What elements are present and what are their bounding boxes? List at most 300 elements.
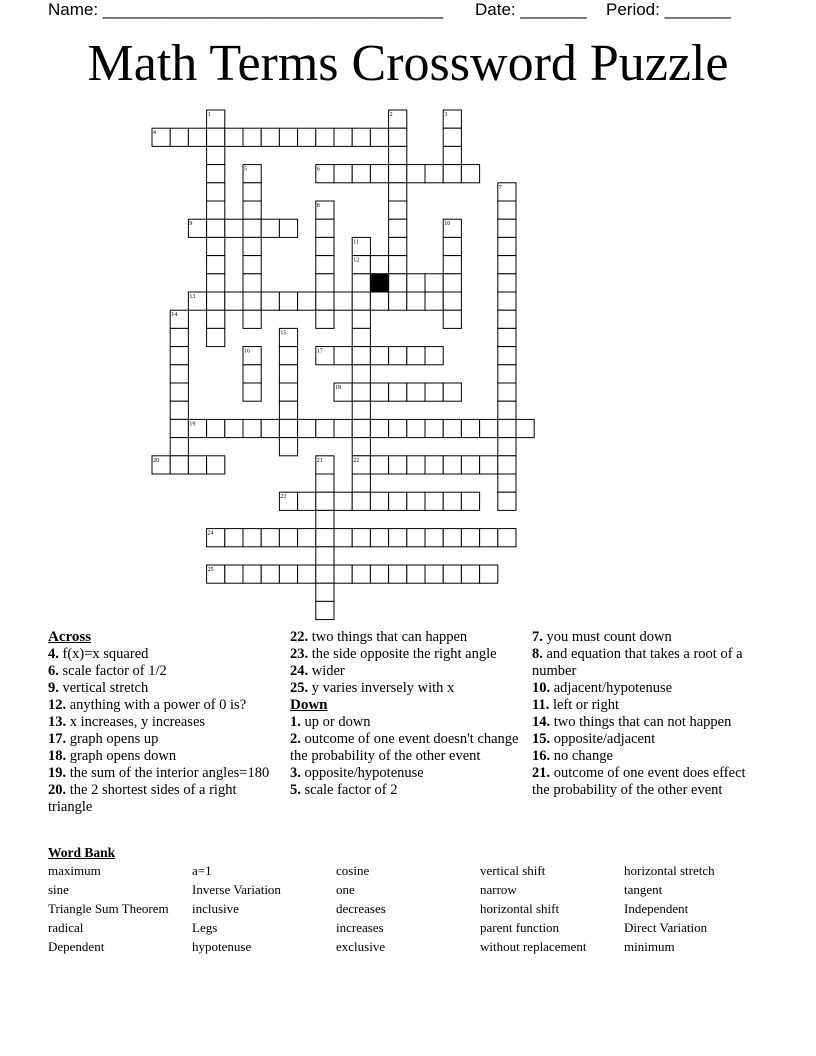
crossword-cell[interactable] [352, 328, 370, 346]
crossword-cell[interactable] [207, 256, 225, 274]
crossword-cell[interactable] [352, 292, 370, 310]
crossword-cell[interactable] [243, 201, 261, 219]
crossword-cell[interactable] [316, 565, 334, 583]
crossword-cell[interactable] [316, 547, 334, 565]
clue-number: 7 [498, 184, 502, 191]
crossword-cell[interactable] [316, 529, 334, 547]
crossword-cell[interactable] [425, 419, 443, 437]
across-heading: Across [48, 629, 92, 645]
word-bank-item: parent function [480, 920, 560, 935]
crossword-cell[interactable] [316, 456, 334, 474]
crossword-cell[interactable] [352, 128, 370, 146]
crossword-cell[interactable] [443, 237, 461, 255]
crossword-cell[interactable] [407, 456, 425, 474]
crossword-cell[interactable] [370, 419, 388, 437]
clue-number-label: 8. [532, 646, 543, 662]
crossword-cell[interactable] [352, 347, 370, 365]
crossword-cell[interactable] [207, 165, 225, 183]
crossword-cell[interactable] [443, 146, 461, 164]
crossword-cell[interactable] [425, 492, 443, 510]
clue-text: you must count down [542, 629, 672, 645]
crossword-cell[interactable] [170, 438, 188, 456]
crossword-cell[interactable] [334, 529, 352, 547]
crossword-cell[interactable] [334, 165, 352, 183]
across-clue [290, 629, 522, 646]
crossword-cell[interactable] [498, 274, 516, 292]
crossword-cell[interactable] [352, 274, 370, 292]
crossword-cell[interactable] [389, 292, 407, 310]
down-clue [532, 680, 764, 697]
crossword-cell[interactable] [207, 419, 225, 437]
word-bank-item: Dependent [48, 939, 105, 954]
crossword-cell[interactable] [370, 492, 388, 510]
crossword-cell[interactable] [243, 310, 261, 328]
word-bank-item: increases [336, 920, 384, 935]
crossword-cell[interactable] [261, 128, 279, 146]
crossword-cell[interactable] [461, 492, 479, 510]
crossword-cell[interactable] [279, 365, 297, 383]
crossword-cell[interactable] [170, 310, 188, 328]
across-clue [48, 697, 280, 714]
crossword-cell[interactable] [243, 237, 261, 255]
crossword-cell[interactable] [389, 256, 407, 274]
crossword-cell[interactable] [407, 383, 425, 401]
crossword-cell[interactable] [334, 419, 352, 437]
crossword-cell[interactable] [261, 219, 279, 237]
crossword-cell[interactable] [188, 419, 206, 437]
crossword-cell[interactable] [261, 292, 279, 310]
crossword-cell[interactable] [425, 456, 443, 474]
crossword-cell[interactable] [170, 365, 188, 383]
crossword-cell[interactable] [443, 292, 461, 310]
clue-number-label: 3. [290, 765, 301, 781]
clue-number: 8 [316, 203, 320, 209]
crossword-cell[interactable] [316, 510, 334, 528]
crossword-cell[interactable] [389, 237, 407, 255]
crossword-cell[interactable] [370, 456, 388, 474]
crossword-cell[interactable] [498, 401, 516, 419]
crossword-cell[interactable] [498, 328, 516, 346]
word-bank-item: radical [48, 920, 84, 935]
crossword-cell[interactable] [316, 274, 334, 292]
down-clue [532, 629, 764, 646]
crossword-cell[interactable] [370, 347, 388, 365]
clue-number: 23 [280, 494, 287, 501]
word-bank-item: a=1 [192, 863, 212, 878]
crossword-cell[interactable] [352, 529, 370, 547]
crossword-cell[interactable] [207, 456, 225, 474]
crossword-cell[interactable] [352, 237, 370, 255]
crossword-cell[interactable] [370, 256, 388, 274]
crossword-cell[interactable] [443, 383, 461, 401]
clue-number-label: 2. [290, 731, 301, 747]
crossword-cell[interactable] [298, 292, 316, 310]
crossword-cell[interactable] [316, 219, 334, 237]
crossword-cell[interactable] [170, 347, 188, 365]
crossword-cell[interactable] [170, 383, 188, 401]
crossword-cell[interactable] [316, 492, 334, 510]
clue-text: the 2 shortest sides of a right triangle [48, 782, 237, 815]
crossword-cell[interactable] [352, 365, 370, 383]
across-clue [48, 731, 280, 748]
crossword-cell[interactable] [498, 383, 516, 401]
word-bank-item: horizontal stretch [624, 863, 715, 878]
word-bank-item: sine [48, 882, 69, 897]
crossword-cell[interactable] [279, 438, 297, 456]
word-bank-item: decreases [336, 901, 386, 916]
crossword-cell[interactable] [352, 383, 370, 401]
crossword-cell[interactable] [425, 292, 443, 310]
crossword-cell[interactable] [152, 456, 170, 474]
crossword-cell[interactable] [316, 310, 334, 328]
crossword-cell[interactable] [279, 401, 297, 419]
clue-number-label: 21. [532, 765, 551, 781]
crossword-cell[interactable] [316, 583, 334, 601]
crossword-cell[interactable] [352, 419, 370, 437]
crossword-cell[interactable] [389, 219, 407, 237]
crossword-cell[interactable] [407, 347, 425, 365]
crossword-cell[interactable] [352, 492, 370, 510]
crossword-cell[interactable] [298, 128, 316, 146]
crossword-cell[interactable] [316, 128, 334, 146]
clue-number-label: 13. [48, 714, 67, 730]
crossword-cell[interactable] [225, 128, 243, 146]
crossword-cell[interactable] [279, 419, 297, 437]
down-clue [532, 714, 764, 731]
crossword-cell[interactable] [352, 565, 370, 583]
crossword-cell[interactable] [243, 292, 261, 310]
crossword-cell[interactable] [461, 456, 479, 474]
crossword-cell[interactable] [352, 310, 370, 328]
crossword-cell[interactable] [407, 292, 425, 310]
crossword-cell[interactable] [207, 529, 225, 547]
crossword-cell[interactable] [279, 383, 297, 401]
crossword-cell[interactable] [443, 565, 461, 583]
word-bank-item: cosine [336, 863, 370, 878]
crossword-cell[interactable] [243, 128, 261, 146]
clue-text: graph opens down [66, 748, 177, 764]
down-clue [532, 731, 764, 748]
crossword-cell[interactable] [170, 128, 188, 146]
crossword-cell[interactable] [152, 128, 170, 146]
crossword-cell[interactable] [498, 256, 516, 274]
down-clue [532, 748, 764, 765]
word-bank-item: inclusive [192, 901, 239, 916]
crossword-cell[interactable] [389, 201, 407, 219]
crossword-cell[interactable] [334, 128, 352, 146]
crossword-cell[interactable] [443, 456, 461, 474]
clue-number-label: 23. [290, 646, 309, 662]
crossword-cell[interactable] [334, 292, 352, 310]
clue-number-label: 7. [532, 629, 543, 645]
crossword-cell[interactable] [316, 474, 334, 492]
crossword-cell[interactable] [443, 419, 461, 437]
crossword-cell[interactable] [225, 529, 243, 547]
crossword-cell[interactable] [170, 419, 188, 437]
crossword-cell[interactable] [443, 165, 461, 183]
crossword-cell[interactable] [443, 310, 461, 328]
clue-text: adjacent/hypotenuse [550, 680, 673, 696]
crossword-cell[interactable] [425, 383, 443, 401]
crossword-cell[interactable] [443, 274, 461, 292]
crossword-cell[interactable] [207, 274, 225, 292]
crossword-cell[interactable] [316, 347, 334, 365]
across-clue [48, 680, 280, 697]
word-bank-item: Inverse Variation [192, 882, 281, 897]
crossword-cell[interactable] [243, 256, 261, 274]
crossword-cell[interactable] [243, 383, 261, 401]
crossword-cell[interactable] [316, 237, 334, 255]
crossword-cell[interactable] [279, 347, 297, 365]
clue-number: 25 [207, 567, 214, 573]
clue-text: the sum of the interior angles=180 [66, 765, 270, 781]
crossword-cell[interactable] [389, 347, 407, 365]
crossword-cell[interactable] [207, 292, 225, 310]
crossword-cell[interactable] [498, 529, 516, 547]
crossword-cell[interactable] [425, 565, 443, 583]
crossword-cell[interactable] [498, 310, 516, 328]
across-clue [290, 663, 522, 680]
crossword-cell[interactable] [498, 292, 516, 310]
crossword-cell[interactable] [298, 529, 316, 547]
crossword-cell[interactable] [243, 529, 261, 547]
crossword-cell[interactable] [207, 237, 225, 255]
crossword-cell[interactable] [261, 565, 279, 583]
crossword-cell[interactable] [298, 492, 316, 510]
crossword-cell[interactable] [207, 110, 225, 128]
crossword-cell[interactable] [352, 456, 370, 474]
crossword-cell[interactable] [407, 492, 425, 510]
clue-number: 21 [316, 457, 323, 464]
crossword-cell[interactable] [170, 328, 188, 346]
crossword-cell[interactable] [498, 365, 516, 383]
crossword-cell[interactable] [261, 419, 279, 437]
crossword-cell[interactable] [188, 219, 206, 237]
down-heading: Down [290, 697, 328, 713]
word-bank-item: one [336, 882, 355, 897]
crossword-cell[interactable] [225, 419, 243, 437]
across-clue [48, 663, 280, 680]
crossword-cell[interactable] [279, 492, 297, 510]
crossword-cell[interactable] [279, 328, 297, 346]
crossword-cell[interactable] [389, 110, 407, 128]
crossword-cell[interactable] [443, 492, 461, 510]
crossword-cell[interactable] [279, 529, 297, 547]
crossword-cell[interactable] [389, 492, 407, 510]
clue-number-label: 25. [290, 680, 309, 696]
crossword-cell[interactable] [261, 529, 279, 547]
crossword-cell[interactable] [389, 274, 407, 292]
crossword-cell[interactable] [443, 219, 461, 237]
crossword-cell[interactable] [480, 565, 498, 583]
crossword-cell[interactable] [443, 128, 461, 146]
crossword-cell[interactable] [370, 165, 388, 183]
word-bank-title: Word Bank [48, 845, 116, 860]
crossword-cell[interactable] [316, 165, 334, 183]
crossword-cell[interactable] [498, 347, 516, 365]
crossword-cell[interactable] [407, 165, 425, 183]
crossword-cell[interactable] [207, 183, 225, 201]
crossword-cell[interactable] [298, 419, 316, 437]
crossword-cell[interactable] [352, 401, 370, 419]
crossword-cell[interactable] [480, 456, 498, 474]
crossword-cell[interactable] [389, 146, 407, 164]
crossword-cell[interactable] [170, 401, 188, 419]
crossword-cell[interactable] [316, 292, 334, 310]
clue-number-label: 12. [48, 697, 67, 713]
clue-text: left or right [549, 697, 619, 713]
clue-number: 17 [316, 348, 323, 355]
crossword-cell[interactable] [188, 128, 206, 146]
down-clue [290, 731, 522, 765]
crossword-cell[interactable] [443, 529, 461, 547]
crossword-cell[interactable] [243, 419, 261, 437]
crossword-cell[interactable] [389, 165, 407, 183]
crossword-cell[interactable] [498, 474, 516, 492]
crossword-cell[interactable] [352, 165, 370, 183]
clue-number: 13 [189, 294, 196, 300]
word-bank-item: minimum [624, 939, 675, 954]
crossword-cell[interactable] [407, 419, 425, 437]
crossword-cell[interactable] [461, 529, 479, 547]
crossword-cell[interactable] [407, 274, 425, 292]
crossword-cell[interactable] [389, 183, 407, 201]
crossword-cell[interactable] [225, 565, 243, 583]
word-bank-item: horizontal shift [480, 901, 560, 916]
crossword-cell[interactable] [298, 565, 316, 583]
crossword-cell[interactable] [334, 347, 352, 365]
crossword-cell[interactable] [389, 529, 407, 547]
crossword-cell[interactable] [225, 292, 243, 310]
crossword-cell[interactable] [352, 438, 370, 456]
clue-number: 5 [244, 166, 247, 173]
crossword-cell[interactable] [207, 219, 225, 237]
crossword-cell[interactable] [243, 183, 261, 201]
clue-text: opposite/adjacent [550, 731, 656, 747]
crossword-cell[interactable] [461, 165, 479, 183]
crossword-cell[interactable] [243, 565, 261, 583]
clue-number: 12 [353, 257, 360, 264]
crossword-cell[interactable] [370, 292, 388, 310]
crossword-cell[interactable] [389, 565, 407, 583]
crossword-cell[interactable] [207, 146, 225, 164]
crossword-cell[interactable] [243, 365, 261, 383]
clue-number-label: 18. [48, 748, 67, 764]
crossword-cell[interactable] [243, 165, 261, 183]
crossword-cell[interactable] [316, 201, 334, 219]
crossword-cell[interactable] [207, 201, 225, 219]
crossword-cell[interactable] [334, 565, 352, 583]
crossword-cell[interactable] [498, 492, 516, 510]
crossword-cell[interactable] [316, 419, 334, 437]
crossword-cell[interactable] [334, 492, 352, 510]
crossword-cell[interactable] [279, 565, 297, 583]
crossword-cell[interactable] [243, 219, 261, 237]
word-bank-item: Legs [192, 920, 218, 935]
crossword-cell[interactable] [370, 565, 388, 583]
crossword-cell[interactable] [480, 419, 498, 437]
crossword-cell[interactable] [207, 128, 225, 146]
crossword-cell[interactable] [188, 456, 206, 474]
crossword-cell[interactable] [498, 438, 516, 456]
crossword-cell[interactable] [425, 347, 443, 365]
crossword-cell[interactable] [316, 601, 334, 619]
crossword-cell[interactable] [352, 256, 370, 274]
crossword-cell[interactable] [243, 274, 261, 292]
crossword-cell[interactable] [461, 565, 479, 583]
crossword-cell[interactable] [207, 310, 225, 328]
clue-text: two things that can not happen [550, 714, 732, 730]
clue-number-label: 20. [48, 782, 67, 798]
clue-number-label: 4. [48, 646, 59, 662]
crossword-cell[interactable] [425, 529, 443, 547]
clue-number-label: 9. [48, 680, 59, 696]
crossword-cell[interactable] [443, 110, 461, 128]
crossword-cell[interactable] [389, 383, 407, 401]
crossword-cell[interactable] [389, 456, 407, 474]
crossword-cell[interactable] [188, 292, 206, 310]
clue-text: and equation that takes a root of a number [532, 646, 743, 679]
crossword-cell[interactable] [498, 419, 516, 437]
clue-number-label: 14. [532, 714, 551, 730]
clue-number-label: 16. [532, 748, 551, 764]
crossword-cell[interactable] [461, 419, 479, 437]
crossword-cell[interactable] [243, 347, 261, 365]
word-bank-item: Triangle Sum Theorem [48, 901, 169, 916]
crossword-cell[interactable] [425, 274, 443, 292]
clues-column-1 [48, 629, 280, 816]
down-clue [290, 782, 522, 799]
clue-number: 1 [207, 112, 211, 118]
clue-number: 10 [444, 221, 451, 228]
clue-number: 24 [207, 530, 214, 537]
clues-column-3 [532, 629, 764, 799]
crossword-cell[interactable] [279, 292, 297, 310]
crossword-cell[interactable] [443, 256, 461, 274]
crossword-cell[interactable] [207, 328, 225, 346]
crossword-cell[interactable] [498, 183, 516, 201]
crossword-cell[interactable] [370, 383, 388, 401]
word-bank-item: without replacement [480, 939, 587, 954]
crossword-cell[interactable] [279, 219, 297, 237]
crossword-cell[interactable] [170, 456, 188, 474]
crossword-cell[interactable] [498, 237, 516, 255]
crossword-cell[interactable] [225, 219, 243, 237]
crossword-cell[interactable] [425, 165, 443, 183]
crossword-cell[interactable] [352, 474, 370, 492]
word-bank-item: narrow [480, 882, 517, 897]
crossword-cell[interactable] [279, 128, 297, 146]
crossword-cell[interactable] [498, 219, 516, 237]
crossword-cell[interactable] [334, 383, 352, 401]
crossword-cell[interactable] [516, 419, 534, 437]
crossword-cell[interactable] [480, 529, 498, 547]
clue-number: 11 [353, 239, 359, 246]
crossword-cell[interactable] [370, 529, 388, 547]
crossword-cell[interactable] [316, 256, 334, 274]
crossword-cell[interactable] [498, 456, 516, 474]
crossword-cell[interactable] [389, 419, 407, 437]
across-clue [48, 765, 280, 782]
name-label: Name: ____________________________________ [48, 0, 444, 19]
crossword-cell[interactable] [407, 565, 425, 583]
crossword-cell[interactable] [370, 128, 388, 146]
crossword-cell[interactable] [498, 201, 516, 219]
word-bank-item: maximum [48, 863, 101, 878]
crossword-cell[interactable] [407, 529, 425, 547]
crossword-cell[interactable] [207, 565, 225, 583]
crossword-cell[interactable] [389, 128, 407, 146]
